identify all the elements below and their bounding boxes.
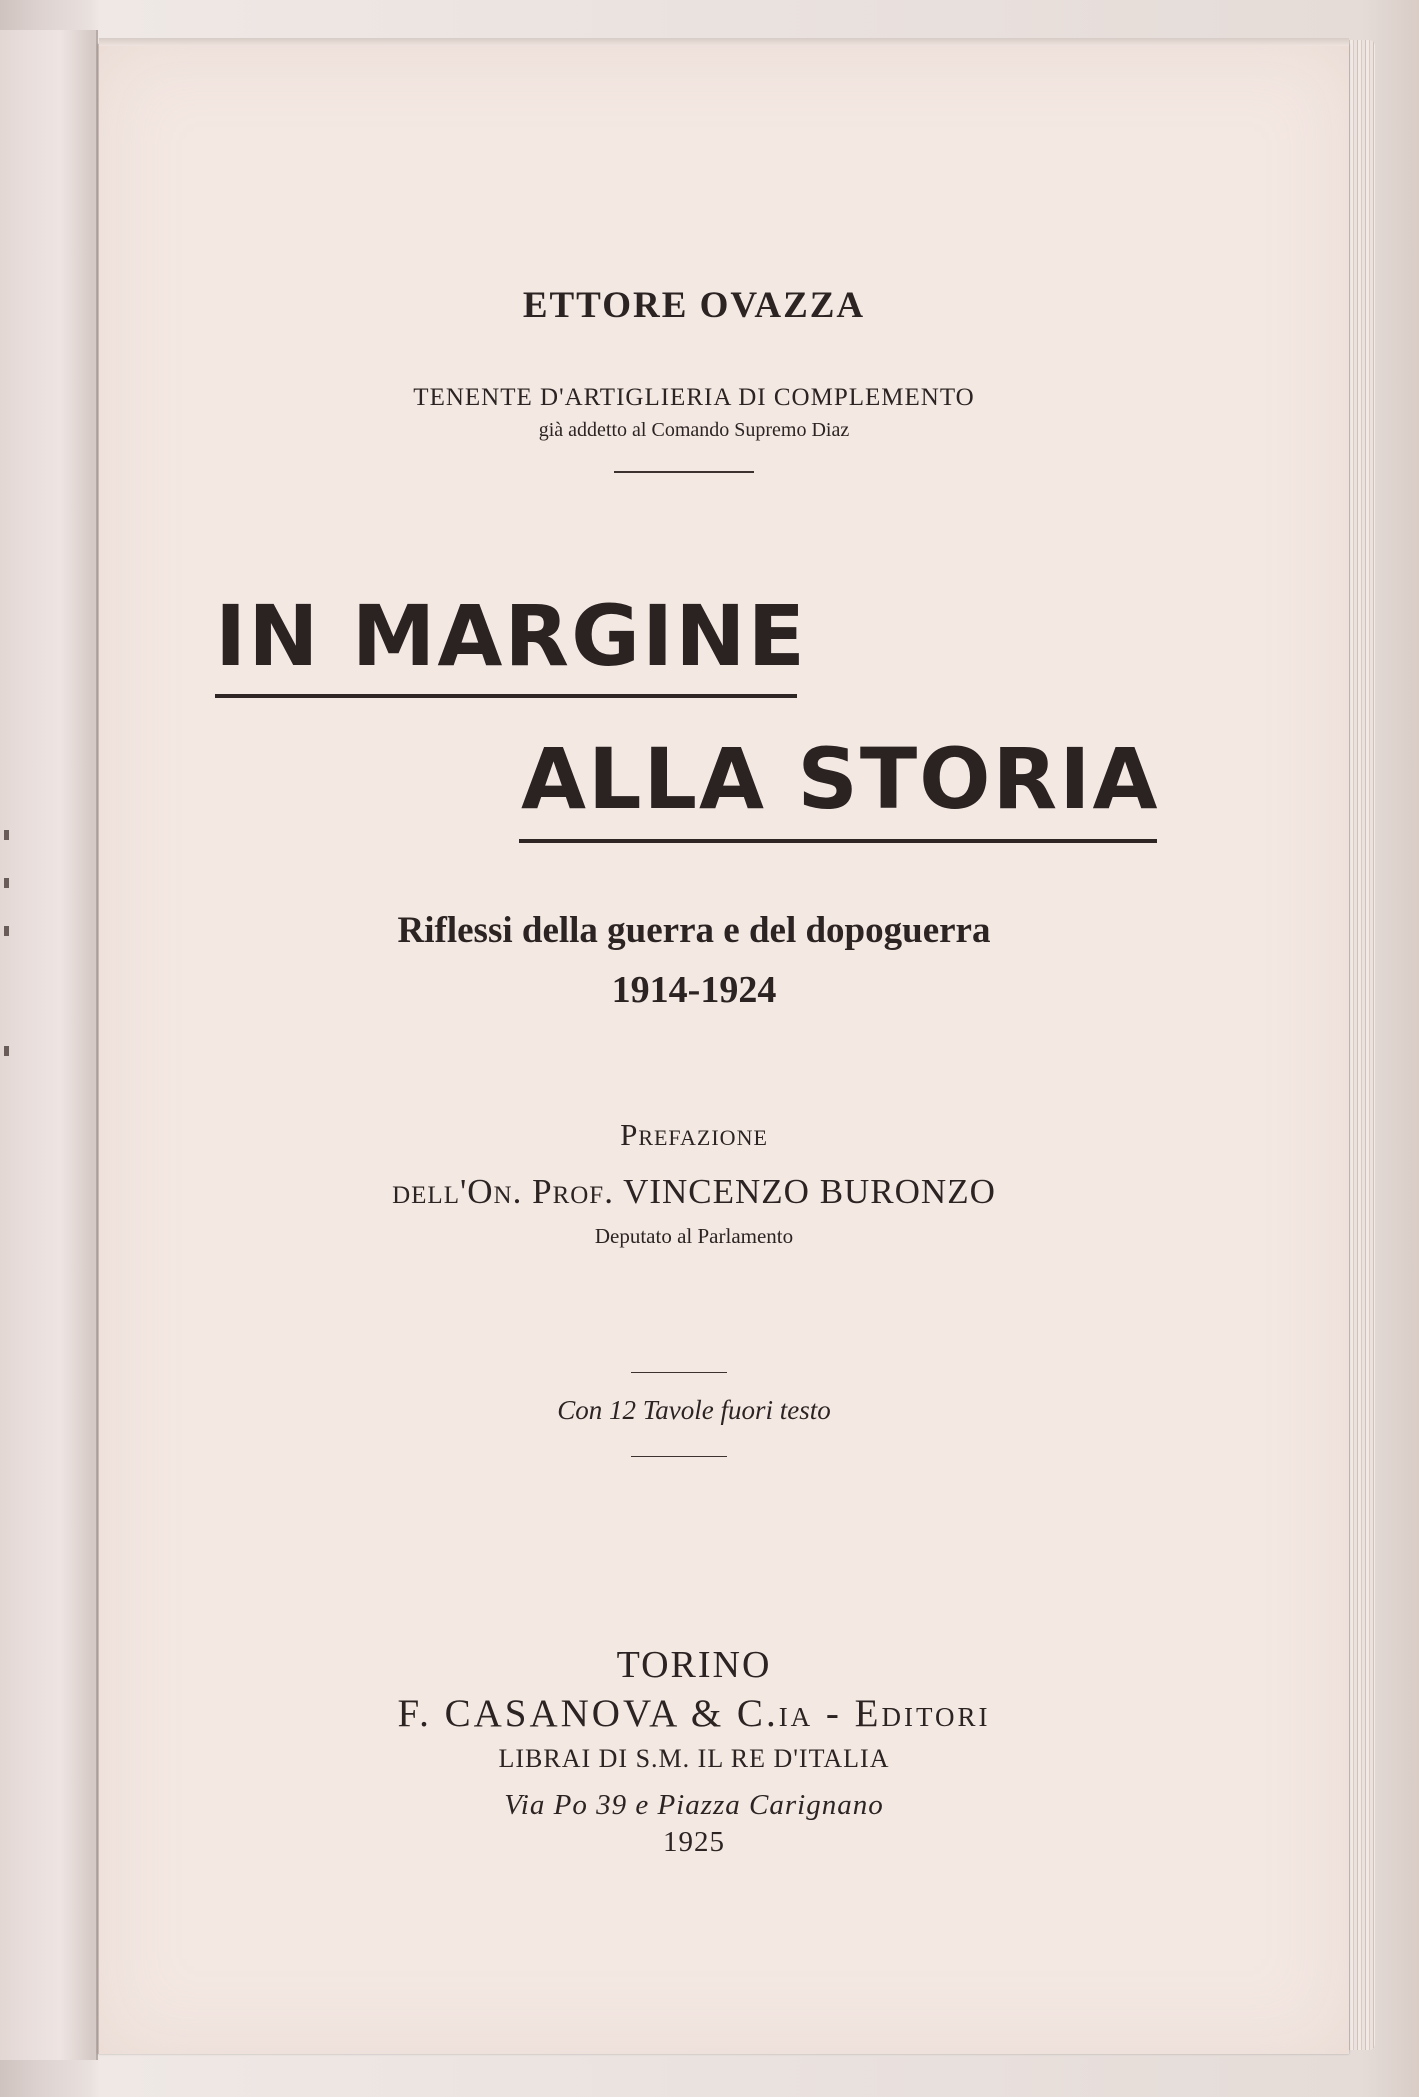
plates-divider-bottom <box>631 1456 727 1457</box>
book-title-line-1: IN MARGINE <box>215 587 807 685</box>
author-note: già addetto al Comando Supremo Diaz <box>538 419 850 441</box>
imprint-publisher: F. CASANOVA & C.ia - Editori <box>397 1692 991 1735</box>
title-underline-2 <box>519 839 1157 843</box>
book-title-line-2: ALLA STORIA <box>521 730 1160 828</box>
title-page <box>98 44 1349 2054</box>
title-underline-1 <box>215 694 797 698</box>
imprint-address: Via Po 39 e Piazza Carignano <box>504 1789 884 1821</box>
preface-label: Prefazione <box>620 1117 768 1152</box>
preface-author-role: Deputato al Parlamento <box>594 1224 794 1248</box>
plates-divider-top <box>631 1372 727 1373</box>
plates-note: Con 12 Tavole fuori testo <box>557 1395 831 1425</box>
author-name: ETTORE OVAZZA <box>522 285 866 326</box>
preface-author: dell'On. Prof. VINCENZO BURONZO <box>392 1172 996 1211</box>
imprint-city: TORINO <box>616 1644 772 1686</box>
left-page-ink-marks <box>4 830 14 1090</box>
title-page-content <box>99 44 1349 2054</box>
subtitle: Riflessi della guerra e del dopoguerra <box>397 910 991 951</box>
author-divider <box>614 471 754 473</box>
imprint-year: 1925 <box>663 1826 725 1858</box>
author-rank: TENENTE D'ARTIGLIERIA DI COMPLEMENTO <box>413 384 975 411</box>
left-facing-page <box>0 30 98 2060</box>
imprint-note: LIBRAI DI S.M. IL RE D'ITALIA <box>498 1744 890 1773</box>
subtitle-years: 1914-1924 <box>611 969 777 1011</box>
